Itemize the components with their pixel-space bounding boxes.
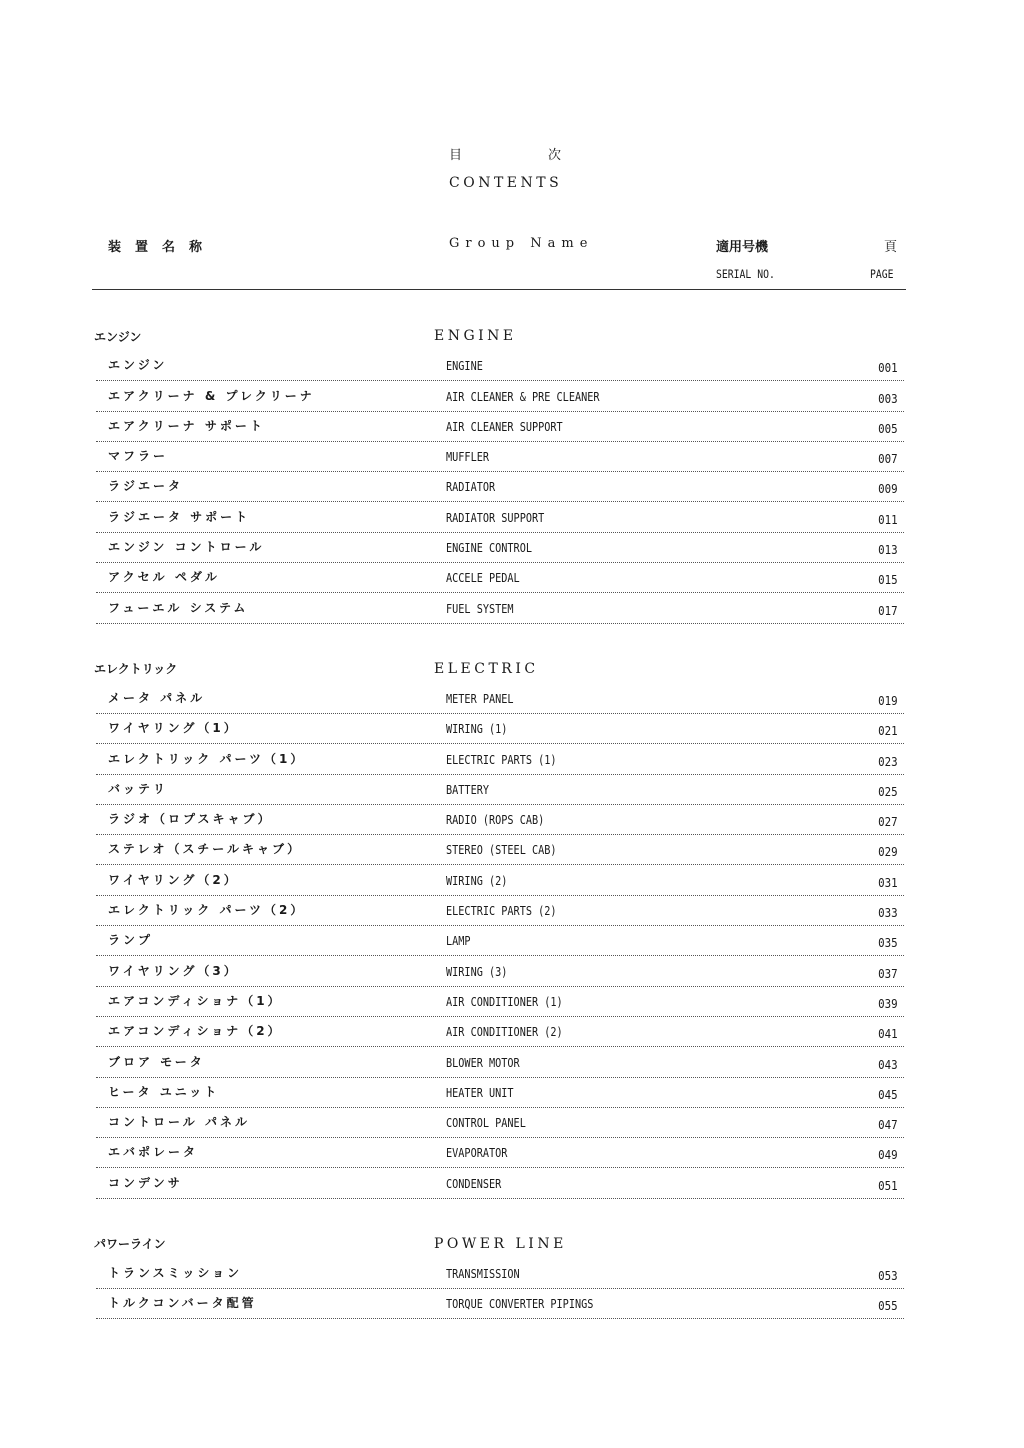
row-page-number: 023 <box>878 754 898 769</box>
row-page-number: 001 <box>878 361 898 376</box>
row-page-number: 045 <box>878 1087 898 1102</box>
row-page-number: 005 <box>878 421 898 436</box>
column-header-group-jp: 装置名称 <box>108 240 217 255</box>
row-page-number: 047 <box>878 1118 898 1133</box>
row-name-en: AIR CONDITIONER (2) <box>446 1025 563 1040</box>
row-name-en: AIR CLEANER & PRE CLEANER <box>446 389 600 404</box>
row-page-number: 011 <box>878 512 898 527</box>
row-name-jp: ワイヤリング（1） <box>108 721 239 736</box>
row-name-jp: ブロア モータ <box>108 1054 205 1069</box>
contents-row[interactable] <box>96 593 904 623</box>
row-page-number: 027 <box>878 815 898 830</box>
row-name-en: STEREO (STEEL CAB) <box>446 843 557 858</box>
row-name-en: RADIO (ROPS CAB) <box>446 813 545 828</box>
row-name-jp: ヒータ ユニット <box>108 1084 220 1099</box>
row-name-jp: エバポレータ <box>108 1145 199 1160</box>
row-name-jp: ラジエータ サポート <box>108 509 251 524</box>
section-engine <box>96 321 904 624</box>
row-name-jp: メータ パネル <box>108 690 206 705</box>
section-heading <box>96 321 904 351</box>
row-name-jp: トランスミッション <box>108 1266 243 1281</box>
row-name-en: WIRING (3) <box>446 964 508 979</box>
column-header-group-en: Group Name <box>449 236 594 251</box>
row-name-en: METER PANEL <box>446 691 514 706</box>
row-page-number: 035 <box>878 936 898 951</box>
column-header-page-jp: 頁 <box>884 240 898 255</box>
contents-row[interactable] <box>96 835 904 865</box>
section-title-jp: エレクトリック <box>94 662 178 677</box>
contents-row[interactable] <box>96 351 904 381</box>
row-name-en: AIR CONDITIONER (1) <box>446 994 563 1009</box>
row-name-jp: マフラー <box>108 449 169 464</box>
row-name-en: WIRING (2) <box>446 873 508 888</box>
contents-row[interactable] <box>96 775 904 805</box>
row-name-en: ENGINE CONTROL <box>446 541 532 556</box>
contents-row[interactable] <box>96 865 904 895</box>
row-page-number: 007 <box>878 452 898 467</box>
row-name-jp: ワイヤリング（3） <box>108 963 239 978</box>
contents-row[interactable] <box>96 533 904 563</box>
row-name-jp: エンジン <box>108 358 168 373</box>
page-title: CONTENTS <box>449 175 563 191</box>
header-divider <box>92 289 906 290</box>
contents-list <box>96 321 904 1349</box>
section-title-jp: パワーライン <box>94 1237 166 1252</box>
section-title-en: ENGINE <box>434 328 517 344</box>
row-page-number: 041 <box>878 1027 898 1042</box>
row-page-number: 013 <box>878 543 898 558</box>
contents-row[interactable] <box>96 1017 904 1047</box>
row-name-en: RADIATOR <box>446 480 496 495</box>
contents-row[interactable] <box>96 714 904 744</box>
row-name-jp: バッテリ <box>108 781 169 796</box>
section-title-en: POWER LINE <box>434 1235 567 1252</box>
row-name-en: ELECTRIC PARTS (2) <box>446 904 557 919</box>
row-name-en: CONTROL PANEL <box>446 1116 526 1131</box>
section-title-en: ELECTRIC <box>434 660 539 677</box>
row-name-jp: エアコンディショナ（2） <box>108 1024 283 1039</box>
row-page-number: 043 <box>878 1057 898 1072</box>
row-name-en: BLOWER MOTOR <box>446 1055 520 1070</box>
contents-row[interactable] <box>96 442 904 472</box>
row-page-number: 037 <box>878 966 898 981</box>
row-name-jp: ランプ <box>108 933 154 948</box>
row-name-en: ELECTRIC PARTS (1) <box>446 752 557 767</box>
row-name-en: RADIATOR SUPPORT <box>446 510 545 525</box>
contents-row[interactable] <box>96 502 904 532</box>
column-header-serial-en: SERIAL NO. <box>716 267 775 281</box>
contents-row[interactable] <box>96 563 904 593</box>
row-page-number: 017 <box>878 603 898 618</box>
row-page-number: 049 <box>878 1148 898 1163</box>
title-jp-1: 目 <box>449 148 463 163</box>
row-name-jp: フューエル システム <box>108 600 249 615</box>
row-page-number: 019 <box>878 693 898 708</box>
row-name-en: ACCELE PEDAL <box>446 571 520 586</box>
contents-row[interactable] <box>96 1047 904 1077</box>
row-page-number: 029 <box>878 845 898 860</box>
row-name-en: CONDENSER <box>446 1176 502 1191</box>
section-electric <box>96 654 904 1199</box>
contents-row[interactable] <box>96 1289 904 1319</box>
row-name-en: LAMP <box>446 934 471 949</box>
row-name-en: TRANSMISSION <box>446 1267 520 1282</box>
row-name-en: ENGINE <box>446 359 483 374</box>
row-page-number: 031 <box>878 875 898 890</box>
row-name-jp: アクセル ペダル <box>108 570 220 585</box>
row-page-number: 055 <box>878 1299 898 1314</box>
contents-row[interactable] <box>96 412 904 442</box>
contents-row[interactable] <box>96 381 904 411</box>
contents-row[interactable] <box>96 744 904 774</box>
row-name-jp: トルクコンバータ配管 <box>108 1296 257 1311</box>
row-name-en: WIRING (1) <box>446 722 508 737</box>
row-name-en: AIR CLEANER SUPPORT <box>446 419 563 434</box>
contents-row[interactable] <box>96 1168 904 1198</box>
row-name-jp: エアクリーナ & プレクリーナ <box>108 388 315 403</box>
contents-row[interactable] <box>96 805 904 835</box>
title-jp-2: 次 <box>548 148 562 163</box>
section-heading <box>96 1229 904 1259</box>
row-page-number: 053 <box>878 1269 898 1284</box>
contents-row[interactable] <box>96 472 904 502</box>
contents-row[interactable] <box>96 684 904 714</box>
column-header-serial-jp: 適用号機 <box>716 240 769 255</box>
row-name-en: HEATER UNIT <box>446 1085 514 1100</box>
contents-row[interactable] <box>96 926 904 956</box>
contents-row[interactable] <box>96 956 904 986</box>
row-name-en: EVAPORATOR <box>446 1146 508 1161</box>
row-page-number: 015 <box>878 573 898 588</box>
column-header-page-en: PAGE <box>870 267 894 281</box>
row-page-number: 003 <box>878 391 898 406</box>
row-name-en: TORQUE CONVERTER PIPINGS <box>446 1297 594 1312</box>
row-page-number: 051 <box>878 1178 898 1193</box>
row-page-number: 039 <box>878 996 898 1011</box>
contents-row[interactable] <box>96 1259 904 1289</box>
row-name-jp: エアコンディショナ（1） <box>108 993 283 1008</box>
contents-row[interactable] <box>96 1078 904 1108</box>
row-name-jp: ワイヤリング（2） <box>108 872 239 887</box>
section-title-jp: エンジン <box>94 329 142 344</box>
row-page-number: 025 <box>878 784 898 799</box>
section-heading <box>96 654 904 684</box>
row-name-jp: ステレオ（スチールキャブ） <box>108 842 303 857</box>
row-name-jp: エレクトリック パーツ（2） <box>108 903 306 918</box>
contents-row[interactable] <box>96 987 904 1017</box>
contents-row[interactable] <box>96 896 904 926</box>
row-name-jp: ラジエータ <box>108 479 184 494</box>
contents-row[interactable] <box>96 1138 904 1168</box>
row-name-en: BATTERY <box>446 782 489 797</box>
row-name-jp: コンデンサ <box>108 1175 183 1190</box>
row-name-jp: ラジオ（ロプスキャブ） <box>108 812 273 827</box>
row-name-jp: コントロール パネル <box>108 1115 250 1130</box>
section-power-line <box>96 1229 904 1320</box>
row-page-number: 033 <box>878 906 898 921</box>
row-name-jp: エンジン コントロール <box>108 540 265 555</box>
row-name-jp: エレクトリック パーツ（1） <box>108 751 306 766</box>
contents-row[interactable] <box>96 1108 904 1138</box>
row-name-en: FUEL SYSTEM <box>446 601 514 616</box>
row-page-number: 021 <box>878 724 898 739</box>
row-page-number: 009 <box>878 482 898 497</box>
row-name-jp: エアクリーナ サポート <box>108 418 265 433</box>
row-name-en: MUFFLER <box>446 450 489 465</box>
